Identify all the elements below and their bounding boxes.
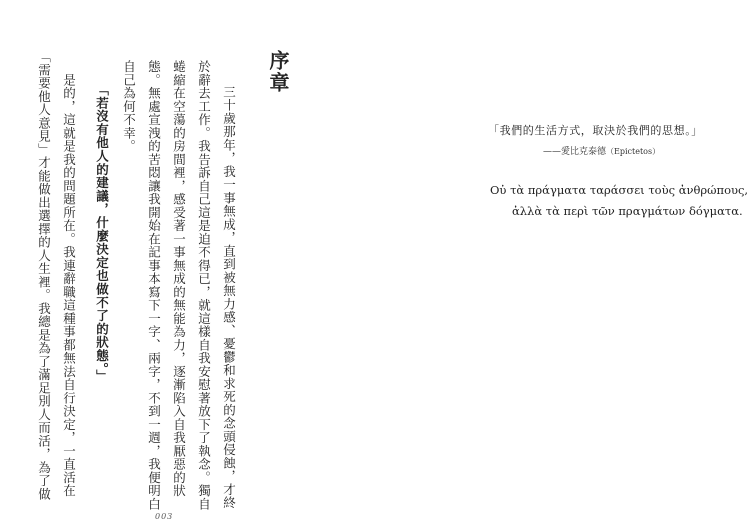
epigraph-attribution [543,144,660,157]
body-text-line: 蜷縮在空蕩的房間裡，感受著一事無成的無能為力，逐漸陷入自我厭惡的狀 [171,60,187,498]
epigraph-chinese: 「我們的生活方式，取決於我們的思想。」 [488,124,703,137]
body-text-line: 態。無處宣洩的苦悶讓我開始在記事本寫下一字、兩字，不到一週，我便明白 [146,60,162,511]
body-text-line: 自己為何不幸。 [121,60,137,153]
body-text-line: 是的，這就是我的問題所在。我連辭職這種事都無法自行決定，一直活在 [61,60,77,498]
epigraph-greek-line-2: ἀλλὰ τὰ περὶ τῶν πραγμάτων δόγματα. [512,204,743,218]
section-heading: 「若沒有他人的建議，什麼決定也做不了的狀態。」 [94,83,110,383]
attribution-latin-name: （Epictetos） [606,147,661,156]
page-number: 003 [155,512,174,521]
body-text-line: 於辭去工作。我告訴自己這是迫不得已，就這樣自我安慰著放下了執念。獨自 [196,60,212,511]
epigraph-greek-line-1: Οὐ τὰ πράγματα ταράσσει τοὺς ἀνθρώπους, [490,183,749,197]
body-text-line: 「需要他人意見」才能做出選擇的人生裡。我總是為了滿足別人而活，為了做 [36,50,52,501]
chapter-title: 序章 [266,50,290,94]
attribution-name: ——愛比克泰德 [543,147,607,157]
right-page [375,0,750,527]
body-text-line: 三十歲那年，我一事無成，直到被無力感、憂鬱和求死的念頭侵蝕，才終 [221,72,237,510]
